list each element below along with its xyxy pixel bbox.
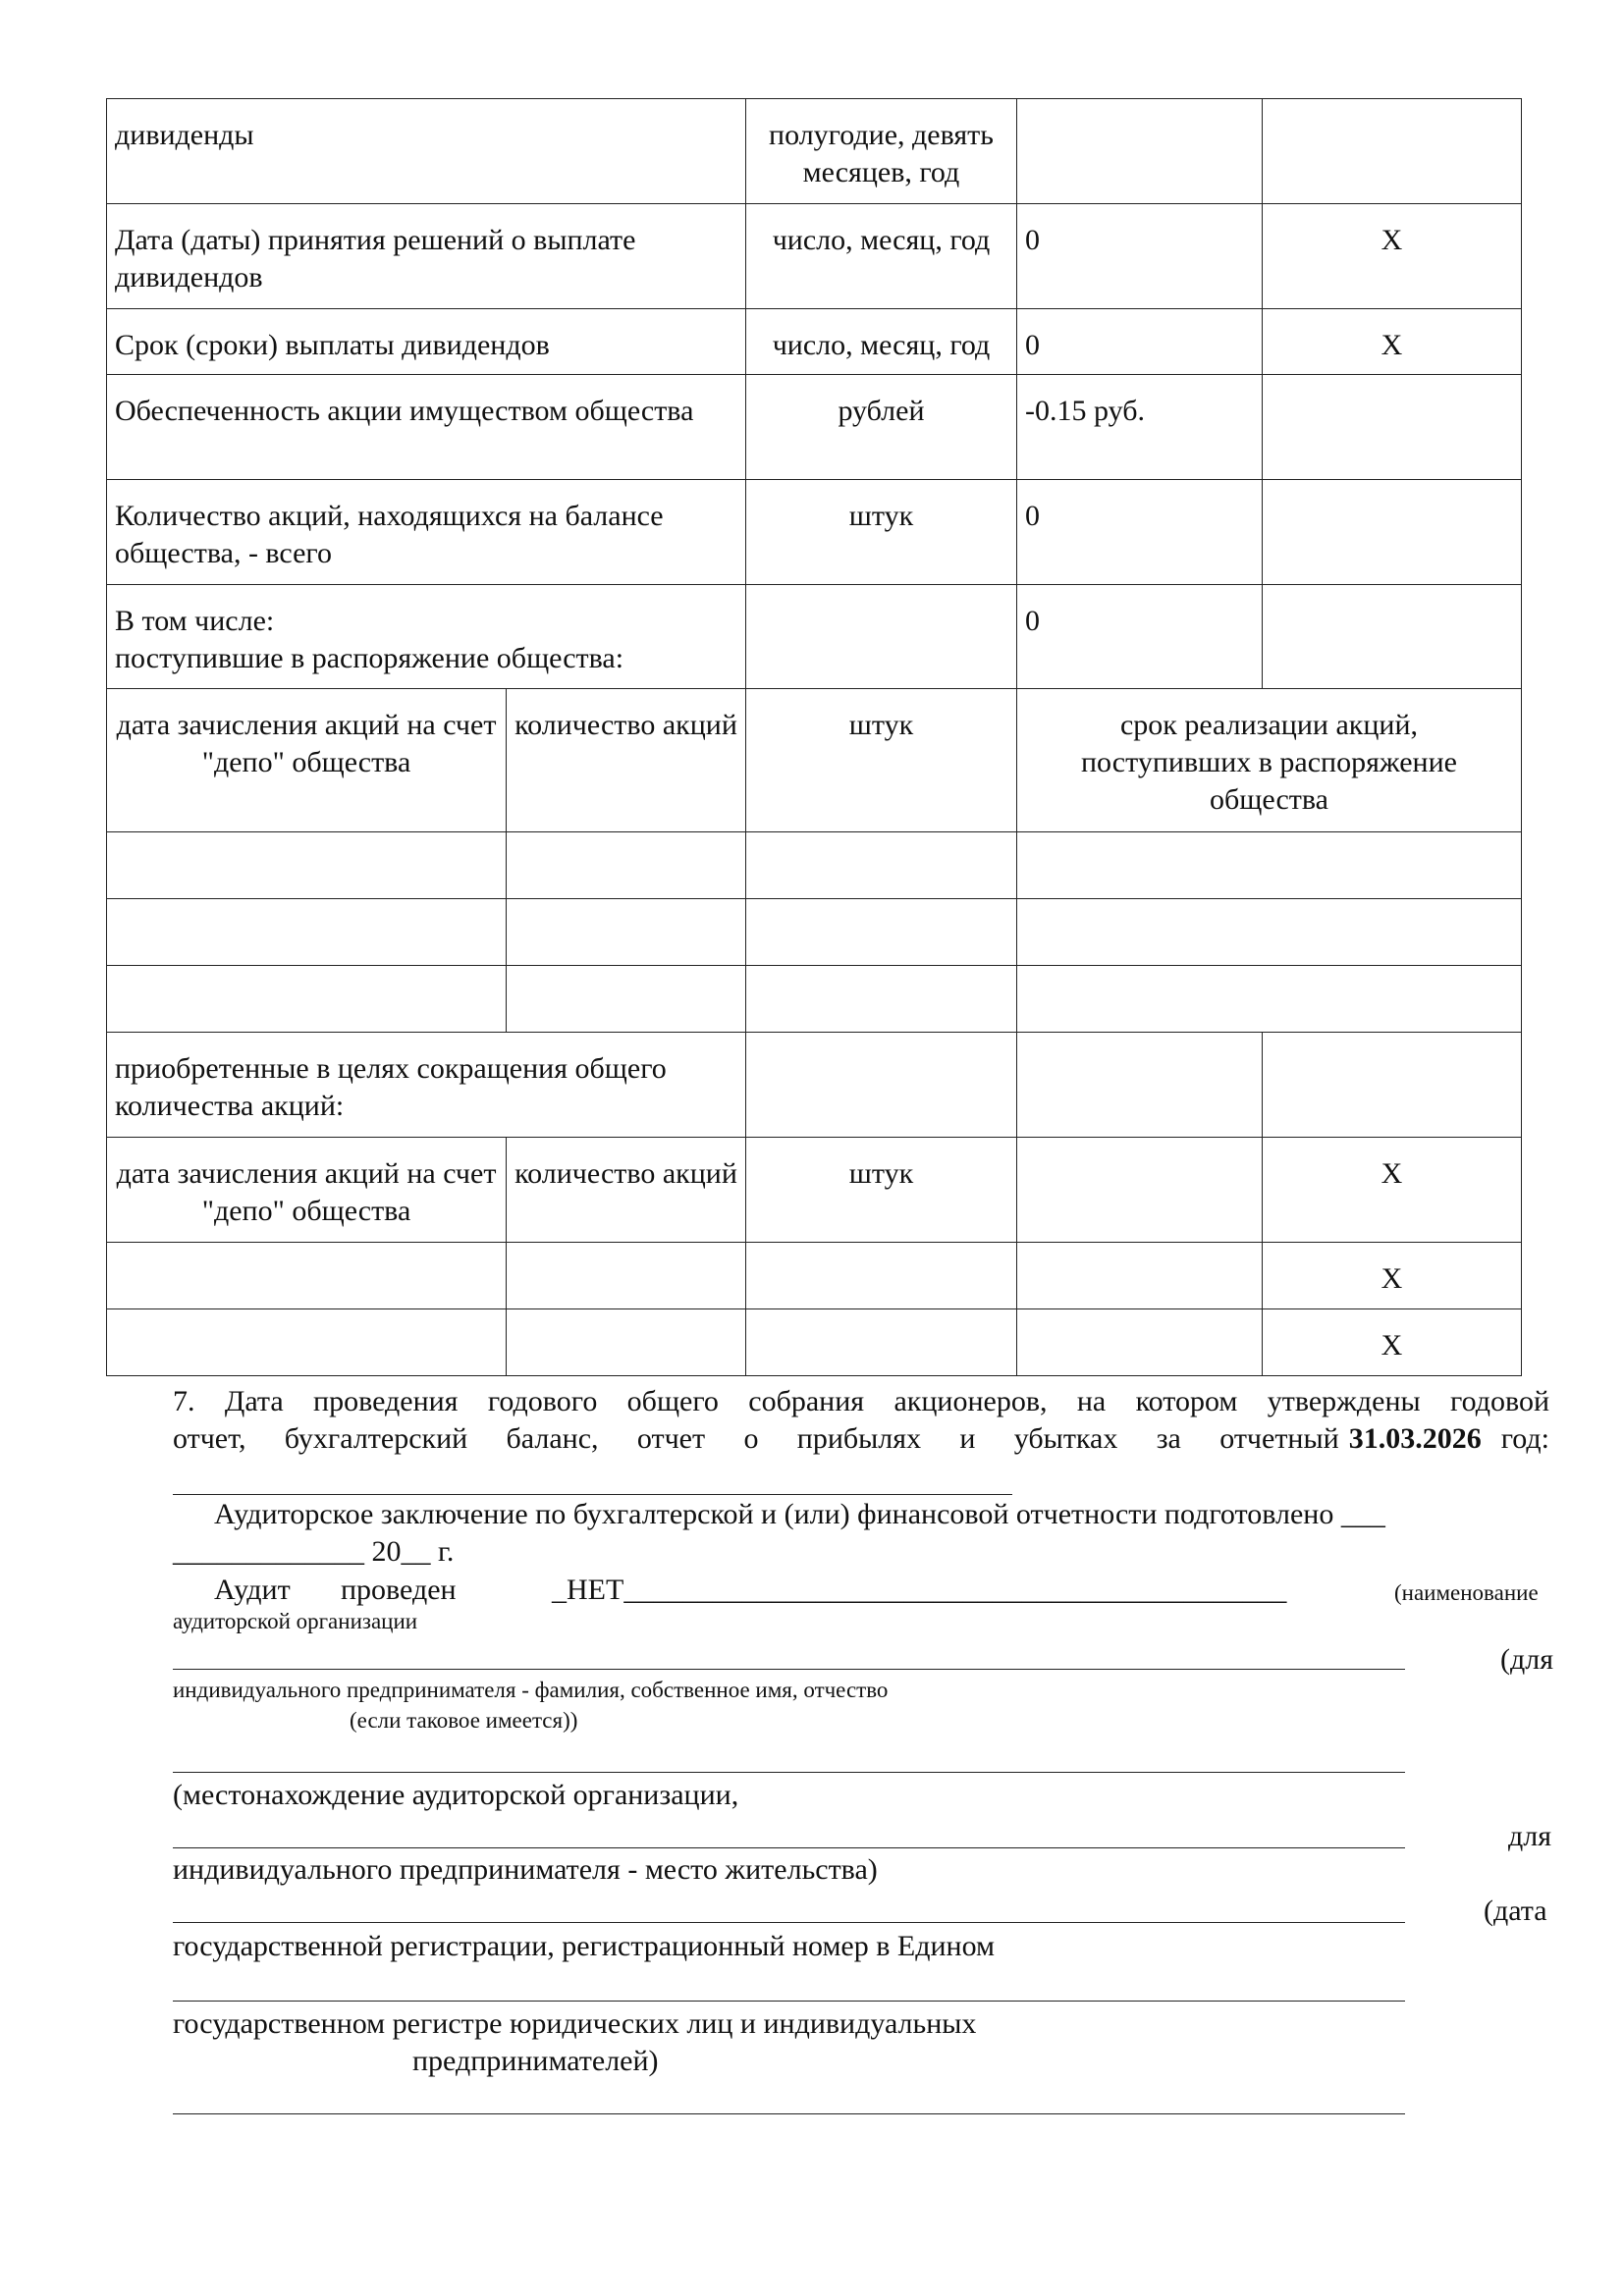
registration-label-3: предпринимателей)	[412, 2045, 659, 2077]
table-cell: 0	[1017, 585, 1263, 689]
fill-line	[173, 1922, 1405, 1923]
table-cell: Срок (сроки) выплаты дивидендов	[107, 309, 746, 375]
table-cell	[1017, 966, 1522, 1033]
table-cell	[507, 1309, 746, 1376]
ip-residence-label: индивидуального предпринимателя - место жительства)	[173, 1853, 878, 1886]
table-row	[107, 309, 1522, 375]
audit-label-2: проведен	[341, 1574, 457, 1606]
registration-label-2: государственном регистре юридических лиц и индивидуальных	[173, 2007, 977, 2040]
audit-conclusion-text: Аудиторское заключение по бухгалтерской и (или) финансовой отчетности подготовлено ___	[214, 1498, 1385, 1530]
section7-heading: 7. Дата проведения годового общего собрания акционеров, на котором утверждены годовой	[173, 1385, 1549, 1417]
table-cell	[746, 966, 1017, 1033]
table-cell: количество акций	[507, 1138, 746, 1243]
table-cell	[507, 899, 746, 966]
table-cell: 0	[1017, 204, 1263, 309]
table-cell: Обеспеченность акции имуществом общества	[107, 375, 746, 480]
table-cell: количество акций	[507, 689, 746, 832]
audit-conclusion-date: _____________ 20__ г.	[173, 1535, 455, 1568]
table-cell: 0	[1017, 480, 1263, 585]
table-cell: X	[1263, 204, 1522, 309]
name-label: (наименование	[1394, 1580, 1539, 1605]
table-cell	[1263, 585, 1522, 689]
table-cell	[1017, 1243, 1263, 1309]
table-cell: Количество акций, находящихся на балансе общества, - всего	[107, 480, 746, 585]
table-cell: число, месяц, год	[746, 204, 1017, 309]
table-cell	[1017, 899, 1522, 966]
shares-table	[106, 98, 1522, 1376]
table-row	[107, 585, 1522, 689]
table-cell	[1263, 1033, 1522, 1138]
fill-line	[173, 1847, 1405, 1848]
table-cell	[1017, 832, 1522, 899]
fill-line	[173, 1494, 1012, 1495]
auditor-value: _НЕТ_____________________________________________	[552, 1574, 1287, 1606]
date-label: (дата	[1484, 1895, 1547, 1927]
ip-label-2: (если таковое имеется))	[350, 1708, 578, 1733]
table-cell	[507, 1243, 746, 1309]
table-cell: Дата (даты) принятия решений о выплате дивидендов	[107, 204, 746, 309]
table-cell: X	[1263, 1243, 1522, 1309]
table-cell	[507, 966, 746, 1033]
table-row	[107, 204, 1522, 309]
table-cell: штук	[746, 689, 1017, 832]
table-cell	[1017, 1309, 1263, 1376]
fill-line	[173, 2113, 1405, 2114]
table-cell	[107, 1309, 507, 1376]
table-row	[107, 480, 1522, 585]
table-cell: штук	[746, 1138, 1017, 1243]
table-row	[107, 899, 1522, 966]
table-row	[107, 1138, 1522, 1243]
fill-line	[173, 1669, 1405, 1670]
table-cell: дата зачисления акций на счет "депо" общества	[107, 1138, 507, 1243]
table-cell	[1017, 1033, 1263, 1138]
cell-line: поступившие в распоряжение общества:	[115, 642, 624, 674]
for-label: (для	[1500, 1643, 1554, 1676]
table-cell	[107, 832, 507, 899]
table-row	[107, 689, 1522, 832]
table-cell: -0.15 руб.	[1017, 375, 1263, 480]
table-cell: рублей	[746, 375, 1017, 480]
for-label-2: для	[1508, 1820, 1552, 1852]
table-cell	[107, 1243, 507, 1309]
table-cell	[107, 585, 746, 689]
table-cell	[1263, 99, 1522, 204]
table-cell	[107, 966, 507, 1033]
table-cell: 0	[1017, 309, 1263, 375]
audit-label: Аудит	[214, 1574, 291, 1606]
table-cell: X	[1263, 1138, 1522, 1243]
table-cell	[746, 1309, 1017, 1376]
table-cell	[746, 1033, 1017, 1138]
table-cell: приобретенные в целях сокращения общего количества акций:	[107, 1033, 746, 1138]
table-cell	[507, 832, 746, 899]
fill-line	[173, 2001, 1405, 2002]
table-cell: X	[1263, 1309, 1522, 1376]
location-label: (местонахождение аудиторской организации,	[173, 1779, 739, 1811]
fill-line	[173, 1772, 1405, 1773]
table-cell	[746, 899, 1017, 966]
name-label-2: аудиторской организации	[173, 1609, 418, 1633]
table-cell: полугодие, девять месяцев, год	[746, 99, 1017, 204]
table-cell: дата зачисления акций на счет "депо" общества	[107, 689, 507, 832]
table-row	[107, 1243, 1522, 1309]
table-cell: X	[1263, 309, 1522, 375]
ip-label: индивидуального предпринимателя - фамилия, собственное имя, отчество	[173, 1678, 889, 1702]
table-cell: штук	[746, 480, 1017, 585]
table-row	[107, 99, 1522, 204]
table-row	[107, 1309, 1522, 1376]
report-date: 31.03.2026	[1348, 1422, 1482, 1455]
table-cell	[746, 832, 1017, 899]
table-cell	[107, 899, 507, 966]
section7-line2	[173, 1420, 1549, 1458]
table-cell: число, месяц, год	[746, 309, 1017, 375]
table-cell	[746, 1243, 1017, 1309]
cell-line: В том числе:	[115, 605, 275, 637]
table-cell	[1017, 99, 1263, 204]
table-cell	[1017, 1138, 1263, 1243]
registration-label: государственной регистрации, регистрационный номер в Едином	[173, 1930, 996, 1962]
table-cell: дивиденды	[107, 99, 746, 204]
table-cell	[1263, 375, 1522, 480]
table-cell: срок реализации акций, поступивших в распоряжение общества	[1017, 689, 1522, 832]
section7-text: отчет, бухгалтерский баланс, отчет о прибылях и убытках за отчетный	[173, 1422, 1339, 1455]
table-cell	[1263, 480, 1522, 585]
table-row	[107, 375, 1522, 480]
table-cell	[746, 585, 1017, 689]
table-row	[107, 832, 1522, 899]
table-row	[107, 1033, 1522, 1138]
table-row	[107, 966, 1522, 1033]
section7-text: год:	[1500, 1422, 1549, 1455]
